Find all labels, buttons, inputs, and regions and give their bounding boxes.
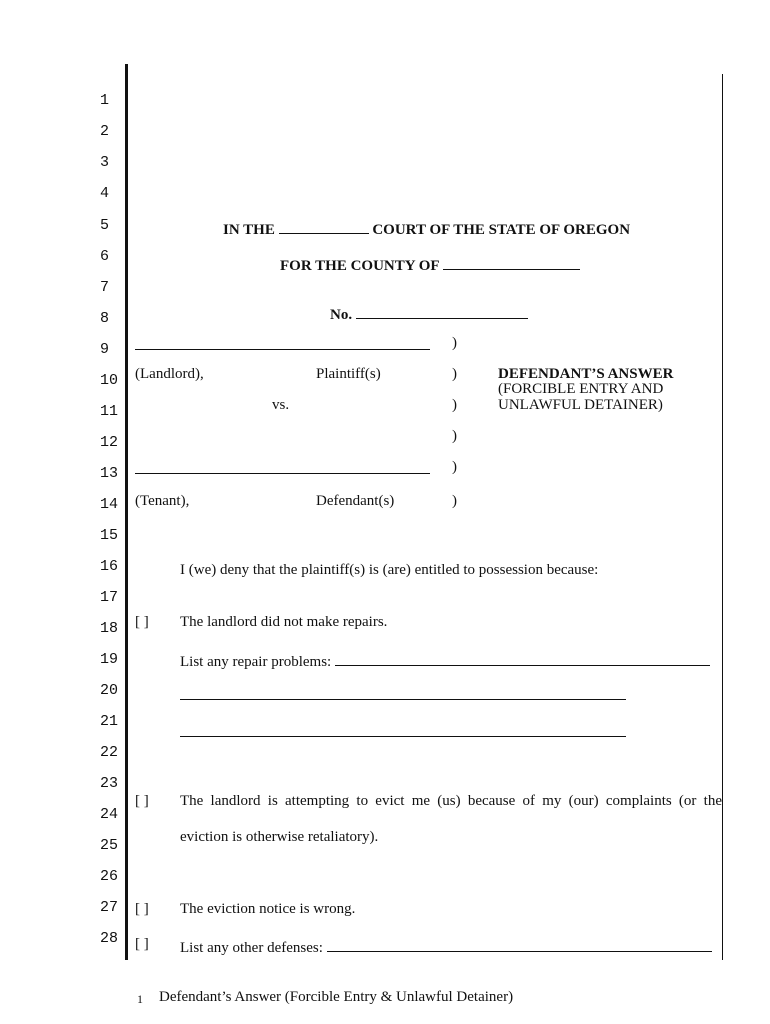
- other-defenses-line: [180, 936, 712, 957]
- repair-problems-blank[interactable]: [335, 650, 710, 666]
- line-number: 21: [100, 713, 119, 730]
- repair-problems-line: [180, 650, 710, 671]
- repair-problems-blank-2[interactable]: [180, 699, 626, 700]
- line-number: 7: [100, 279, 110, 296]
- intro-statement: I (we) deny that the plaintiff(s) is (are) entitled to possession because:: [180, 562, 599, 578]
- line-number: 22: [100, 744, 119, 761]
- defendant-label: Defendant(s): [316, 493, 395, 509]
- line-number: 18: [100, 620, 119, 637]
- line-number: 14: [100, 496, 119, 513]
- caption-paren: ): [452, 493, 457, 509]
- caption-paren: ): [452, 335, 457, 351]
- line-number: 15: [100, 527, 119, 544]
- line-number: 11: [100, 403, 119, 420]
- line-number: 5: [100, 217, 110, 234]
- line-number: 16: [100, 558, 119, 575]
- caption-paren: ): [452, 428, 457, 444]
- reason-retaliation-line2: eviction is otherwise retaliatory).: [180, 829, 379, 845]
- right-margin-rule: [722, 74, 723, 960]
- footer-title: Defendant’s Answer (Forcible Entry & Unlawful Detainer): [159, 989, 514, 1005]
- repair-problems-blank-3[interactable]: [180, 736, 626, 737]
- line-number: 3: [100, 154, 110, 171]
- line-number: 9: [100, 341, 110, 358]
- reason-repairs: The landlord did not make repairs.: [180, 614, 388, 630]
- caption-paren: ): [452, 366, 457, 382]
- checkbox-other-defenses[interactable]: [ ]: [135, 936, 149, 952]
- line-number: 17: [100, 589, 119, 606]
- line-number: 19: [100, 651, 119, 668]
- plaintiff-label: Plaintiff(s): [316, 366, 381, 382]
- caption-paren: ): [452, 397, 457, 413]
- landlord-name-blank[interactable]: [135, 349, 430, 350]
- line-number: 1: [100, 92, 110, 109]
- line-number: 6: [100, 248, 110, 265]
- document-subtitle-line1: (FORCIBLE ENTRY AND: [498, 381, 664, 397]
- line-number: 2: [100, 123, 110, 140]
- left-margin-rule: [125, 64, 128, 960]
- checkbox-repairs[interactable]: [ ]: [135, 614, 149, 630]
- document-subtitle-line2: UNLAWFUL DETAINER): [498, 397, 663, 413]
- line-number: 24: [100, 806, 119, 823]
- county-prefix: FOR THE COUNTY OF: [280, 258, 440, 274]
- line-number: 28: [100, 930, 119, 947]
- landlord-label: (Landlord),: [135, 366, 204, 382]
- checkbox-notice[interactable]: [ ]: [135, 901, 149, 917]
- caption-paren: ): [452, 459, 457, 475]
- court-prefix: IN THE: [223, 222, 275, 238]
- line-number: 20: [100, 682, 119, 699]
- line-number: 13: [100, 465, 119, 482]
- tenant-label: (Tenant),: [135, 493, 190, 509]
- line-number: 4: [100, 185, 110, 202]
- county-heading: [280, 254, 580, 275]
- checkbox-retaliation[interactable]: [ ]: [135, 793, 149, 809]
- case-number-line: [330, 303, 528, 324]
- county-blank[interactable]: [443, 254, 580, 270]
- tenant-name-blank[interactable]: [135, 473, 430, 474]
- reason-notice: The eviction notice is wrong.: [180, 901, 356, 917]
- line-number: 25: [100, 837, 119, 854]
- versus-label: vs.: [272, 397, 290, 413]
- line-number: 23: [100, 775, 119, 792]
- line-number: 8: [100, 310, 110, 327]
- other-defenses-blank[interactable]: [327, 936, 712, 952]
- court-heading: [223, 218, 630, 239]
- line-number: 10: [100, 372, 119, 389]
- other-defenses-label: List any other defenses:: [180, 940, 323, 956]
- footer-page-number: 1: [137, 992, 143, 1006]
- line-number: 12: [100, 434, 119, 451]
- document-title: DEFENDANT’S ANSWER: [498, 366, 674, 382]
- court-name-blank[interactable]: [279, 218, 369, 234]
- repair-problems-label: List any repair problems:: [180, 654, 332, 670]
- line-number: 27: [100, 899, 119, 916]
- reason-retaliation-line1: The landlord is attempting to evict me (us) because of my (our) complaints (or the: [180, 793, 722, 809]
- case-number-blank[interactable]: [356, 303, 528, 319]
- case-no-label: No.: [330, 307, 353, 323]
- line-number: 26: [100, 868, 119, 885]
- court-suffix: COURT OF THE STATE OF OREGON: [372, 222, 631, 238]
